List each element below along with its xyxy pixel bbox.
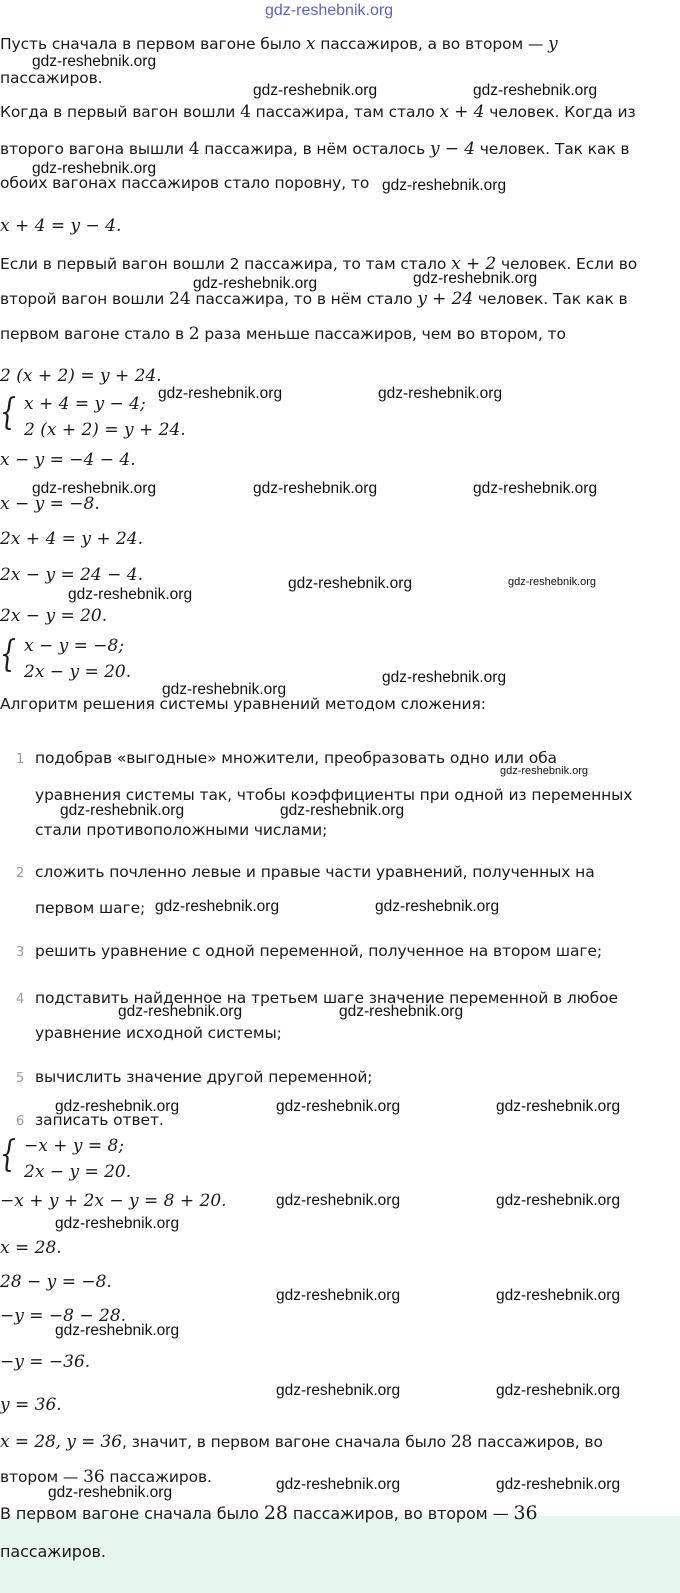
watermark: gdz-reshebnik.org bbox=[32, 53, 157, 70]
watermark-top: gdz-reshebnik.org bbox=[265, 2, 394, 19]
watermark: gdz-reshebnik.org bbox=[280, 802, 405, 819]
watermark: gdz-reshebnik.org bbox=[375, 898, 500, 915]
system-2-line-1: x − y = −8; bbox=[24, 636, 125, 656]
step-3-line-1: решить уравнение с одной переменной, полученное на втором шаге; bbox=[35, 942, 602, 960]
brace: { bbox=[0, 1134, 17, 1175]
watermark: gdz-reshebnik.org bbox=[276, 1382, 401, 1399]
watermark: gdz-reshebnik.org bbox=[32, 480, 157, 497]
equation-9: x = 28. bbox=[0, 1238, 62, 1258]
equation-6: 2x − y = 24 − 4. bbox=[0, 565, 144, 585]
watermark: gdz-reshebnik.org bbox=[276, 1098, 401, 1115]
watermark: gdz-reshebnik.org bbox=[55, 1322, 180, 1339]
paragraph-2-line-1: Когда в первый вагон вошли 4 пассажира, там стало x + 4 человек. Когда из bbox=[0, 102, 636, 122]
watermark: gdz-reshebnik.org bbox=[48, 1484, 173, 1501]
watermark: gdz-reshebnik.org bbox=[496, 1098, 621, 1115]
paragraph-2-line-2: второго вагона вышли 4 пассажира, в нём осталось y − 4 человек. Так как в bbox=[0, 139, 630, 159]
equation-2: 2 (x + 2) = y + 24. bbox=[0, 366, 162, 386]
equation-8: −x + y + 2x − y = 8 + 20. bbox=[0, 1191, 227, 1211]
watermark: gdz-reshebnik.org bbox=[288, 575, 413, 592]
watermark: gdz-reshebnik.org bbox=[500, 765, 589, 777]
conclusion-line-1: x = 28, y = 36, значит, в первом вагоне сначала было 28 пассажиров, во bbox=[0, 1432, 603, 1452]
watermark: gdz-reshebnik.org bbox=[508, 576, 597, 588]
algorithm-title: Алгоритм решения системы уравнений методом сложения: bbox=[0, 695, 486, 713]
equation-13: y = 36. bbox=[0, 1395, 62, 1415]
step-number: 3 bbox=[16, 945, 25, 960]
watermark: gdz-reshebnik.org bbox=[382, 177, 507, 194]
watermark: gdz-reshebnik.org bbox=[496, 1192, 621, 1209]
step-number: 5 bbox=[16, 1071, 25, 1086]
step-1-line-3: стали противоположными числами; bbox=[35, 821, 328, 839]
step-1-line-2: уравнения системы так, чтобы коэффициенты при одной из переменных bbox=[35, 786, 633, 804]
step-number: 2 bbox=[16, 866, 25, 881]
paragraph-1-line-1: Пусть сначала в первом вагоне было x пассажиров, а во втором — y bbox=[0, 34, 558, 54]
equation-4: x − y = −8. bbox=[0, 494, 100, 514]
watermark: gdz-reshebnik.org bbox=[68, 586, 193, 603]
system-2-line-2: 2x − y = 20. bbox=[24, 662, 132, 682]
watermark: gdz-reshebnik.org bbox=[413, 270, 538, 287]
watermark: gdz-reshebnik.org bbox=[382, 669, 507, 686]
equation-3: x − y = −4 − 4. bbox=[0, 450, 136, 470]
watermark: gdz-reshebnik.org bbox=[162, 681, 287, 698]
watermark: gdz-reshebnik.org bbox=[473, 82, 598, 99]
watermark: gdz-reshebnik.org bbox=[276, 1192, 401, 1209]
answer-line-1: В первом вагоне сначала было 28 пассажиров, во втором — 36 bbox=[0, 1502, 538, 1524]
paragraph-3-line-3: первом вагоне стало в 2 раза меньше пассажиров, чем во втором, то bbox=[0, 324, 566, 344]
watermark: gdz-reshebnik.org bbox=[158, 385, 283, 402]
equation-5: 2x + 4 = y + 24. bbox=[0, 529, 144, 549]
watermark: gdz-reshebnik.org bbox=[496, 1476, 621, 1493]
system-1-line-2: 2 (x + 2) = y + 24. bbox=[24, 420, 186, 440]
watermark: gdz-reshebnik.org bbox=[193, 275, 318, 292]
watermark: gdz-reshebnik.org bbox=[276, 1287, 401, 1304]
step-6-line-1: записать ответ. bbox=[35, 1111, 164, 1129]
equation-7: 2x − y = 20. bbox=[0, 606, 108, 626]
brace: { bbox=[0, 392, 17, 433]
equation-1: x + 4 = y − 4. bbox=[0, 216, 122, 236]
system-1-line-1: x + 4 = y − 4; bbox=[24, 394, 146, 414]
watermark: gdz-reshebnik.org bbox=[378, 385, 503, 402]
watermark: gdz-reshebnik.org bbox=[32, 160, 157, 177]
step-5-line-1: вычислить значение другой переменной; bbox=[35, 1068, 373, 1086]
watermark: gdz-reshebnik.org bbox=[118, 1003, 243, 1020]
paragraph-1-line-2: пассажиров. bbox=[0, 69, 103, 87]
watermark: gdz-reshebnik.org bbox=[253, 480, 378, 497]
brace: { bbox=[0, 634, 17, 675]
paragraph-3-line-1: Если в первый вагон вошли 2 пассажира, то там стало x + 2 человек. Если во bbox=[0, 254, 638, 274]
step-4-line-2: уравнение исходной системы; bbox=[35, 1024, 282, 1042]
equation-10: 28 − y = −8. bbox=[0, 1272, 112, 1292]
system-3-line-2: 2x − y = 20. bbox=[24, 1162, 132, 1182]
system-3 bbox=[0, 1134, 200, 1184]
watermark: gdz-reshebnik.org bbox=[155, 898, 280, 915]
step-number: 4 bbox=[16, 992, 25, 1007]
watermark: gdz-reshebnik.org bbox=[496, 1287, 621, 1304]
watermark: gdz-reshebnik.org bbox=[55, 1098, 180, 1115]
step-number: 1 bbox=[16, 752, 25, 767]
system-2 bbox=[0, 634, 200, 684]
paragraph-2-line-3: обоих вагонах пассажиров стало поровну, то bbox=[0, 174, 370, 192]
watermark: gdz-reshebnik.org bbox=[276, 1476, 401, 1493]
system-3-line-1: −x + y = 8; bbox=[24, 1136, 125, 1156]
answer-line-2: пассажиров. bbox=[0, 1542, 106, 1561]
watermark: gdz-reshebnik.org bbox=[55, 1215, 180, 1232]
step-2-line-1: сложить почленно левые и правые части уравнений, полученных на bbox=[35, 863, 595, 881]
step-1-line-1: подобрав «выгодные» множители, преобразовать одно или оба bbox=[35, 749, 557, 767]
conclusion-line-2: втором — 36 пассажиров. bbox=[0, 1467, 212, 1487]
equation-12: −y = −36. bbox=[0, 1352, 91, 1372]
watermark: gdz-reshebnik.org bbox=[60, 802, 185, 819]
step-4-line-1: подставить найденное на третьем шаге значение переменной в любое bbox=[35, 989, 618, 1007]
watermark: gdz-reshebnik.org bbox=[496, 1382, 621, 1399]
watermark: gdz-reshebnik.org bbox=[339, 1003, 464, 1020]
equation-11: −y = −8 − 28. bbox=[0, 1306, 127, 1326]
step-2-line-2: первом шаге; bbox=[35, 899, 146, 917]
step-number: 6 bbox=[16, 1114, 25, 1129]
watermark: gdz-reshebnik.org bbox=[473, 480, 598, 497]
paragraph-3-line-2: второй вагон вошли 24 пассажира, то в нём стало y + 24 человек. Так как в bbox=[0, 289, 628, 309]
watermark: gdz-reshebnik.org bbox=[253, 82, 378, 99]
